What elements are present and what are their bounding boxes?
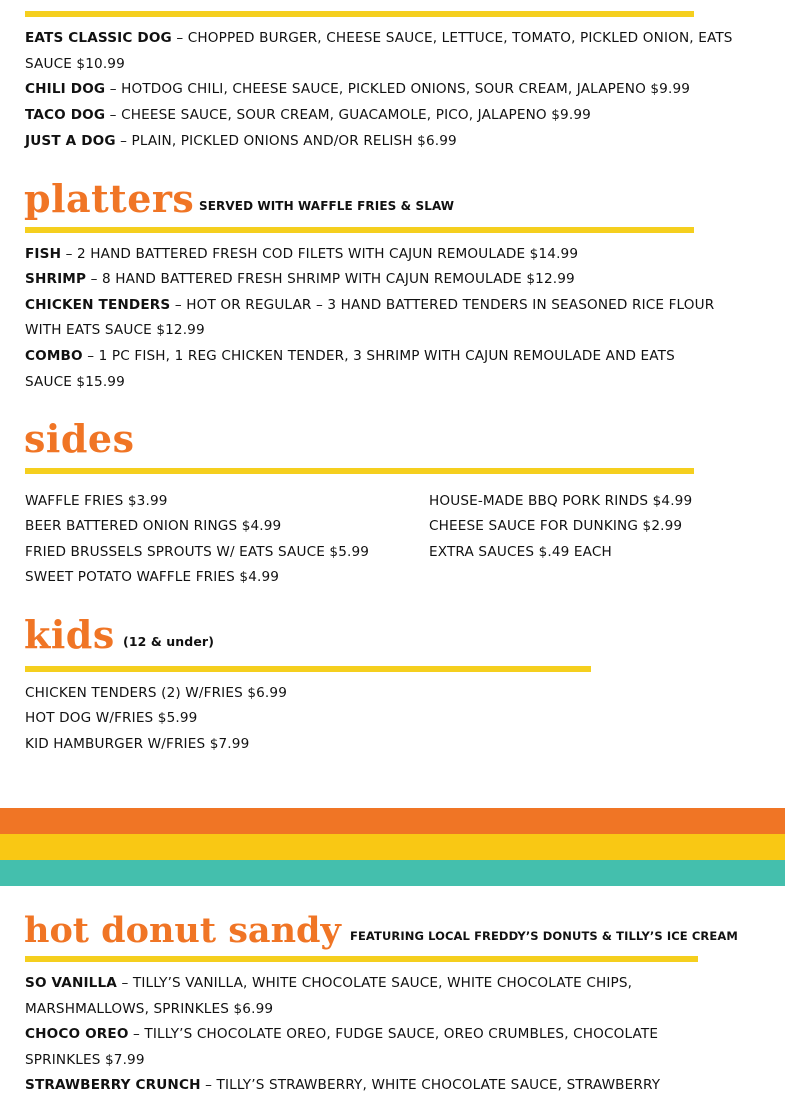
item-name: JUST A DOG bbox=[25, 133, 116, 149]
hotdogs-rule bbox=[25, 11, 694, 17]
menu-item-desc-cont: SAUCE $10.99 bbox=[25, 56, 125, 72]
menu-item-chicken-tenders bbox=[25, 293, 714, 319]
item-name: EATS CLASSIC DOG bbox=[25, 30, 172, 46]
section-title-platters: platters bbox=[24, 176, 195, 221]
stripe-orange bbox=[0, 808, 785, 834]
menu-item-desc-cont: WITH EATS SAUCE $12.99 bbox=[25, 322, 205, 338]
menu-item-shrimp bbox=[25, 267, 575, 293]
menu-item-desc-cont: SAUCE $15.99 bbox=[25, 374, 125, 390]
menu-item-chili-dog bbox=[25, 77, 690, 103]
platters-rule bbox=[25, 227, 694, 233]
section-subtitle-donuts: FEATURING LOCAL FREDDY’S DONUTS & TILLY’S ICE CREAM bbox=[350, 929, 738, 943]
menu-item-desc-cont: SPRINKLES $7.99 bbox=[25, 1052, 145, 1068]
menu-item-choco-oreo bbox=[25, 1022, 658, 1048]
item-desc: – 2 HAND BATTERED FRESH COD FILETS WITH CAJUN REMOULADE $14.99 bbox=[61, 246, 579, 262]
item-name: SO VANILLA bbox=[25, 975, 117, 991]
side-item: FRIED BRUSSELS SPROUTS W/ EATS SAUCE $5.99 bbox=[25, 544, 370, 560]
donuts-rule bbox=[25, 956, 698, 962]
section-subtitle-platters: SERVED WITH WAFFLE FRIES & SLAW bbox=[199, 199, 455, 213]
menu-item-so-vanilla bbox=[25, 971, 632, 997]
section-title-kids: kids bbox=[24, 612, 115, 657]
section-title-sides: sides bbox=[24, 416, 135, 461]
stripe-yellow bbox=[0, 834, 785, 860]
kids-item: HOT DOG W/FRIES $5.99 bbox=[25, 710, 198, 726]
menu-item-combo bbox=[25, 344, 675, 370]
side-item: EXTRA SAUCES $.49 EACH bbox=[429, 544, 612, 560]
item-desc: – 1 PC FISH, 1 REG CHICKEN TENDER, 3 SHRIMP WITH CAJUN REMOULADE AND EATS bbox=[82, 348, 675, 364]
menu-item-fish bbox=[25, 242, 578, 268]
item-desc: – TILLY’S STRAWBERRY, WHITE CHOCOLATE SAUCE, STRAWBERRY bbox=[200, 1077, 661, 1093]
item-name: CHOCO OREO bbox=[25, 1026, 129, 1042]
item-name: CHILI DOG bbox=[25, 81, 106, 97]
menu-item-eats-classic-dog bbox=[25, 26, 733, 52]
item-desc: – PLAIN, PICKLED ONIONS AND/OR RELISH $6.99 bbox=[115, 133, 457, 149]
kids-item: KID HAMBURGER W/FRIES $7.99 bbox=[25, 736, 250, 752]
stripe-teal bbox=[0, 860, 785, 886]
item-name: CHICKEN TENDERS bbox=[25, 297, 171, 313]
side-item: HOUSE-MADE BBQ PORK RINDS $4.99 bbox=[429, 493, 693, 509]
item-desc: – 8 HAND BATTERED FRESH SHRIMP WITH CAJUN REMOULADE $12.99 bbox=[86, 271, 575, 287]
kids-rule bbox=[25, 666, 591, 672]
item-name: SHRIMP bbox=[25, 271, 87, 287]
item-name: FISH bbox=[25, 246, 62, 262]
menu-item-just-a-dog bbox=[25, 129, 457, 155]
item-name: TACO DOG bbox=[25, 107, 106, 123]
section-subtitle-kids: (12 & under) bbox=[123, 634, 215, 649]
item-name: STRAWBERRY CRUNCH bbox=[25, 1077, 201, 1093]
side-item: CHEESE SAUCE FOR DUNKING $2.99 bbox=[429, 518, 683, 534]
item-desc: – HOT OR REGULAR – 3 HAND BATTERED TENDERS IN SEASONED RICE FLOUR bbox=[170, 297, 715, 313]
side-item: WAFFLE FRIES $3.99 bbox=[25, 493, 168, 509]
item-desc: – TILLY’S CHOCOLATE OREO, FUDGE SAUCE, OREO CRUMBLES, CHOCOLATE bbox=[128, 1026, 659, 1042]
sides-rule bbox=[25, 468, 694, 474]
menu-item-desc-cont: MARSHMALLOWS, SPRINKLES $6.99 bbox=[25, 1001, 274, 1017]
menu-item-strawberry-crunch bbox=[25, 1073, 660, 1099]
menu-item-taco-dog bbox=[25, 103, 591, 129]
item-desc: – CHEESE SAUCE, SOUR CREAM, GUACAMOLE, PICO, JALAPENO $9.99 bbox=[105, 107, 591, 123]
item-desc: – CHOPPED BURGER, CHEESE SAUCE, LETTUCE, TOMATO, PICKLED ONION, EATS bbox=[171, 30, 733, 46]
item-desc: – HOTDOG CHILI, CHEESE SAUCE, PICKLED ONIONS, SOUR CREAM, JALAPENO $9.99 bbox=[105, 81, 691, 97]
side-item: BEER BATTERED ONION RINGS $4.99 bbox=[25, 518, 282, 534]
section-title-hot-donut-sandy: hot donut sandy bbox=[24, 910, 341, 951]
kids-item: CHICKEN TENDERS (2) W/FRIES $6.99 bbox=[25, 685, 287, 701]
item-name: COMBO bbox=[25, 348, 83, 364]
side-item: SWEET POTATO WAFFLE FRIES $4.99 bbox=[25, 569, 280, 585]
item-desc: – TILLY’S VANILLA, WHITE CHOCOLATE SAUCE, WHITE CHOCOLATE CHIPS, bbox=[116, 975, 633, 991]
